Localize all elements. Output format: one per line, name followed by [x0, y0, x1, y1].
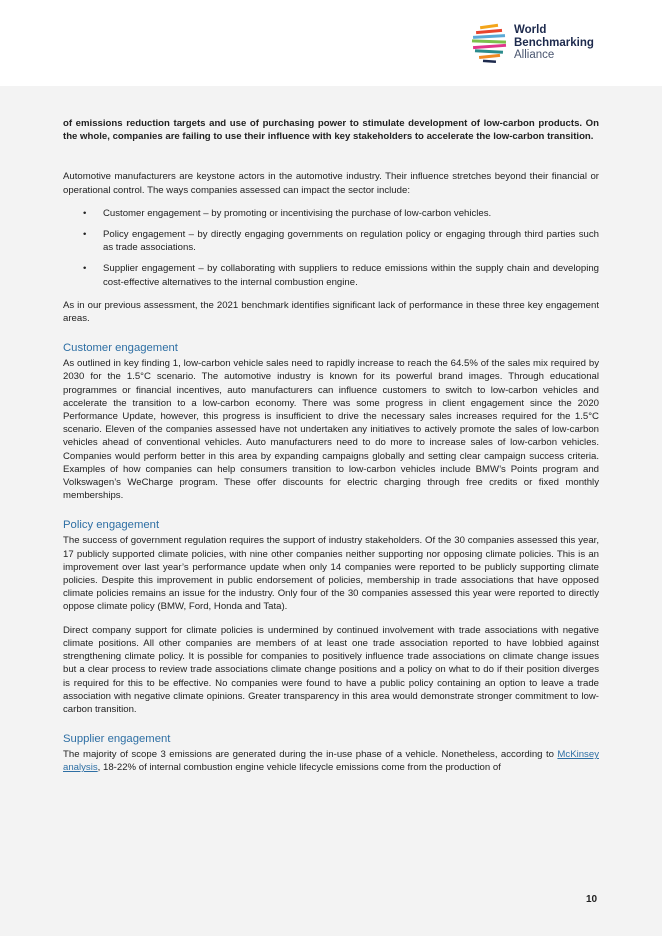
wba-logo-icon: [470, 22, 510, 64]
list-item-text: Customer engagement – by promoting or incentivising the purchase of low-carbon vehicles.: [103, 207, 492, 219]
supplier-text-before: The majority of scope 3 emissions are generated during the in-use phase of a vehicle. Nonetheless, according to: [63, 749, 558, 761]
wba-logo: [470, 22, 610, 66]
page-header: [0, 0, 662, 86]
engagement-list: [63, 207, 599, 289]
list-item: [63, 207, 599, 220]
supplier-text-after: , 18-22% of internal combustion engine vehicle lifecycle emissions come from the production of: [97, 762, 501, 774]
logo-line-world: World: [514, 24, 547, 36]
logo-line-alliance: Alliance: [514, 49, 555, 61]
logo-line-benchmarking: Benchmarking: [514, 36, 594, 49]
list-item: [63, 228, 599, 254]
policy-engagement-heading: Policy engagement: [63, 519, 160, 532]
supplier-engagement-heading: Supplier engagement: [63, 733, 171, 746]
customer-engagement-heading: Customer engagement: [63, 342, 178, 355]
policy-engagement-paragraph-2: Direct company support for climate policies is undermined by continued involvement with trade associations with negative climate positions. All other companies are members of at least one trade association reported to have lobbied against strengthening climate policy. It is possible for companies to positively influence trade associations on climate change issues but a clear process to review trade associations climate change positions and a policy on what to do if their position diverges is required for this to be effective. No companies were found to have a public policy containing an option to leave a trade association with negative climate opinions. Greater transparency in this area would demonstrate stronger commitment to low-carbon transition.: [63, 624, 599, 715]
list-item-text: Supplier engagement – by collaborating with suppliers to reduce emissions within the supply chain and developing cost-effective alternatives to the internal combustion engine.: [103, 263, 599, 288]
lead-paragraph: of emissions reduction targets and use of purchasing power to stimulate development of low-carbon products. On the whole, companies are failing to use their influence with key stakeholders to accelerate the low-carbon transition.: [63, 118, 599, 143]
page-number: 10: [586, 894, 598, 905]
list-item: [63, 262, 599, 288]
document-content: [63, 117, 599, 775]
logo-wordmark: [514, 24, 594, 62]
policy-engagement-paragraph-1: The success of government regulation requires the support of industry stakeholders. Of the 30 companies assessed this year, 17 publicly supported climate policies, with nine other companies neither supporting nor opposing climate policies. This is an improvement over last year’s performance update when only 14 companies were reported to be publicly supporting climate policies. Despite this improvement in public endorsement of policies, membership in trade associations that have opposed climate policies remains an issue for the industry. Only four of the 30 companies assessed this year were reported to directly oppose climate policy (BMW, Ford, Honda and Tata).: [63, 535, 599, 613]
intro-after-paragraph: As in our previous assessment, the 2021 benchmark identifies significant lack of performance in these three key engagement areas.: [63, 299, 599, 325]
supplier-engagement-paragraph: [63, 748, 599, 774]
list-item-text: Policy engagement – by directly engaging governments on regulation policy or engaging through third parties such as trade associations.: [103, 229, 599, 254]
bullet-icon: •: [83, 229, 87, 241]
intro-paragraph: Automotive manufacturers are keystone actors in the automotive industry. Their influence stretches beyond their financial or operational control. The ways companies assessed can impact the sector include:: [63, 171, 599, 196]
customer-engagement-paragraph: As outlined in key finding 1, low-carbon vehicle sales need to rapidly increase to reach the 64.5% of the sales mix required by 2030 for the 1.5°C scenario. The automotive industry is known for its powerful brand images. Through educational programmes or financial incentives, auto manufacturers can influence customers to switch to low-carbon vehicles and accelerate the transition to a low-carbon economy. There was some progress in client engagement since the 2020 Performance Update, however, this progress is insufficient to drive the necessary sales increases required for the 1.5°C scenario. Eleven of the companies assessed have not undertaken any initiatives to actively promote the sales of low-carbon vehicles ahead of conventional vehicles. Auto manufacturers need to do more to increase sales of low-carbon vehicles. Companies would perform better in this area by expanding campaigns globally and setting clear campaign success criteria. Examples of how companies can help consumers transition to low-carbon vehicles include BMW’s Points program and Volkswagen’s WeCharge program. These offer discounts for electric charging through free credits or fixed monthly memberships.: [63, 358, 599, 502]
bullet-icon: •: [83, 207, 87, 219]
bullet-icon: •: [83, 263, 87, 275]
mckinsey-analysis-link[interactable]: McKinsey analysis: [63, 749, 599, 774]
